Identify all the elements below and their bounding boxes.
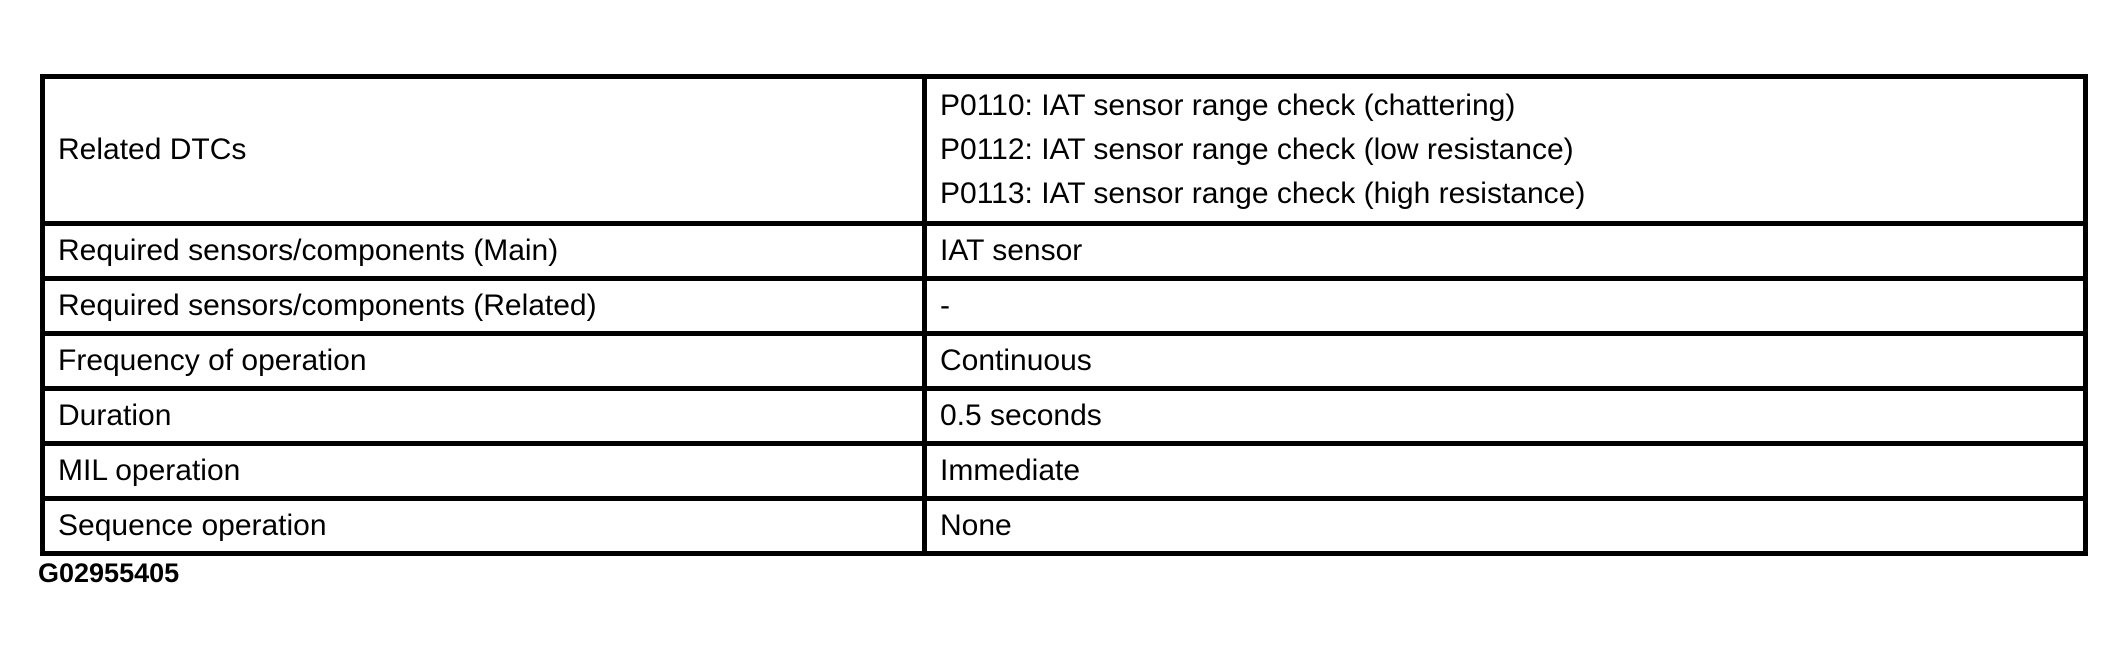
row-value: None [925, 499, 2086, 554]
row-value: - [925, 279, 2086, 334]
dtc-monitor-spec-table [40, 74, 2088, 556]
row-value: IAT sensor [925, 224, 2086, 279]
dtc-line-p0113: P0113: IAT sensor range check (high resistance) [940, 177, 1586, 210]
row-value: Continuous [925, 334, 2086, 389]
row-label: Frequency of operation [43, 334, 925, 389]
table-row-duration [43, 389, 2086, 444]
row-label: Required sensors/components (Related) [43, 279, 925, 334]
row-label: Related DTCs [43, 77, 925, 224]
row-label: Sequence operation [43, 499, 925, 554]
row-label: Duration [43, 389, 925, 444]
row-value [925, 77, 2086, 224]
table-row-required-main [43, 224, 2086, 279]
dtc-line-p0112: P0112: IAT sensor range check (low resistance) [940, 133, 1574, 166]
row-label: Required sensors/components (Main) [43, 224, 925, 279]
spec-table-body [43, 77, 2086, 554]
table-row-related-dtcs [43, 77, 2086, 224]
figure-id-caption: G02955405 [38, 558, 180, 588]
table-row-frequency [43, 334, 2086, 389]
table-row-required-related [43, 279, 2086, 334]
row-value: 0.5 seconds [925, 389, 2086, 444]
dtc-line-p0110: P0110: IAT sensor range check (chattering) [940, 89, 1516, 122]
table-row-mil-operation [43, 444, 2086, 499]
row-value: Immediate [925, 444, 2086, 499]
table-row-sequence-operation [43, 499, 2086, 554]
row-label: MIL operation [43, 444, 925, 499]
